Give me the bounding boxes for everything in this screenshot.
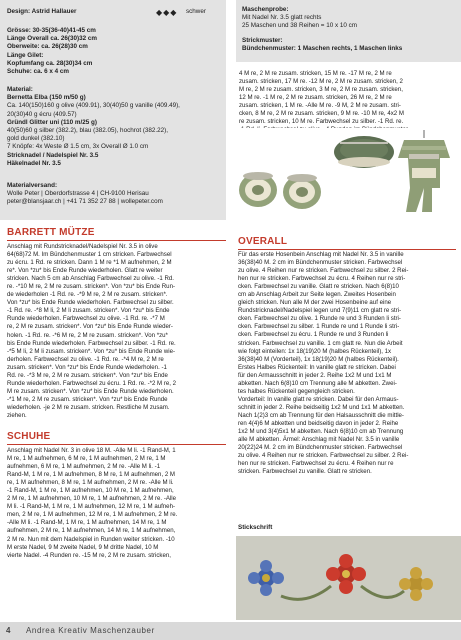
spec-laenge-gilet: Länge Gilet: [7, 51, 44, 59]
text-line: 2 M re, 1 M aufnehmen, 10 M re, 1 M aufnehmen, 2 M re. -Alle [7, 495, 177, 503]
versand-contact: peter@blansjaar.ch | +41 71 352 27 88 | wollepeter.com [7, 198, 163, 206]
stickschrift-heading: Stickschrift [238, 524, 273, 531]
material-line: Stricknadel / Nadelspiel Nr. 3.5 [7, 151, 99, 159]
text-line: Erstes Halbes Rückenteil: In vanille glatt re stricken. Dabei [238, 363, 396, 371]
text-line: für den Armausschnitt in jeder 2. Reihe 1x2 M und 1x1 M [238, 371, 392, 379]
material-line: Bernetta Elba (150 m/50 g) [7, 94, 86, 102]
material-line: gold dunkel (382.10) [7, 135, 65, 143]
text-line: tes halbes Rückenteil gegengleich stricken. [238, 387, 355, 395]
versand-heading: Materialversand: [7, 182, 58, 189]
text-line: hen nur re stricken. Farbwechsel zu écru. 4 Reihen nur re [238, 460, 394, 468]
text-line: aufnehmen, 2 M re, 1 M aufnehmen, 14 M re, 1 M aufnehmen, [7, 527, 176, 535]
text-line: re zusam. stricken, 10 M re. Farbwechsel zu silber. -1 Rd. re. [239, 118, 404, 126]
spec-schuhe: Schuhe: ca. 6 x 4 cm [7, 68, 69, 76]
text-line: abketten. Nach 6(8)10 cm Trennung alle M abketten. Zwei- [238, 379, 397, 387]
text-line: Vorderteil: In vanille glatt re stricken. Dabei für den Armaus- [238, 395, 399, 403]
knitted-shoe-left [239, 172, 277, 207]
maschenprobe-line: Mit Nadel Nr. 3.5 glatt rechts [242, 14, 322, 22]
text-line: cm ab Anschlag Arbeit zur Seite legen. Zweites Hosenbein [238, 291, 396, 299]
text-line: zusam. stricken, 1 M re. -Alle M re. -9 M, 2 M re zusam. stri- [239, 102, 401, 110]
text-line: Rundstricknadel/Nadelspiel legen und 7(9)11 cm glatt re stri- [238, 307, 402, 315]
text-line: -Alle M li. -1 Rand-M, 1 M re, 1 M aufnehmen, 14 M re, 1 M [7, 519, 167, 527]
text-line: Runde wiederholen. Farbwechsel zu écru. 1 Rd. re. -*2 M re, 2 [7, 379, 177, 387]
spec-laenge: Länge Overall ca. 26(30)32 cm [7, 35, 97, 43]
text-line: gleich stricken. Nun alle M der zwei Hosenbeine auf eine [238, 299, 392, 307]
text-line: 1x2 M und 3(4)5x1 M abketten. Nach 6(8)10 cm ab Trennung [238, 428, 404, 436]
text-line: zu écru. 1 Rd. re stricken. Dann 1 M re *1 M aufnehmen, 2 M [7, 259, 172, 267]
text-line: -*5 M li, 2 M li zusam. stricken*. Von *zu* bis Ende Runde wie- [7, 347, 175, 355]
text-line: M re zusam. stricken*. Von *zu* bis Ende Runde wiederholen. [7, 387, 174, 395]
page-number: 4 [6, 626, 11, 635]
text-line: cken, 8 M re, 2 M re zusam. stricken, 9 M re. -10 M re, 4x2 M [239, 110, 404, 118]
text-line: Rd. re. -*3 M re, 2 M re zusam. stricken*. Von *zu* bis Ende [7, 371, 168, 379]
text-line: stricken. Farbwechsel zu vanille. Glatt re stricken. [238, 468, 372, 476]
material-line: 20(30)40 g écru (409.57) [7, 110, 77, 118]
versand-block [7, 182, 222, 207]
text-line: Anschlag mit Nadel Nr. 3 in olive 18 M. -Alle M li. -1 Rand-M, 1 [7, 447, 176, 454]
text-line: -1 Rd. re. -*8 M li, 2 M li zusam. stricken*. Von *zu* bis Ende [7, 307, 170, 315]
section-divider [238, 249, 456, 250]
text-line: cken. Farbwechsel zu vanille. Glatt re stricken. Nach 6(8)10 [238, 283, 399, 291]
text-line: holen. -1 Rd. re. -*6 M re, 2 M re zusam. stricken*. Von *zu* [7, 331, 168, 339]
text-line: de wiederholen -1 Rd. re. -*9 M re, 2 M re zusam. stricken*. [7, 291, 168, 299]
text-line: M re, 2 M re zusam. stricken, 3 M re, 2 M re zusam. stricken, [239, 86, 403, 94]
maschenprobe-line: 25 Maschen und 38 Reihen = 10 x 10 cm [242, 22, 357, 30]
strickmuster-text: Bündchenmuster: 1 Maschen rechts, 1 Maschen links [242, 44, 403, 52]
versand-address: Wolle Peter | Oberdorfstrasse 4 | CH-9100 Herisau [7, 190, 149, 198]
material-line: Ca. 140(150)160 g olive (409.91), 30(40)50 g vanille (409.49), [7, 102, 180, 110]
text-line: re. -*10 M re, 2 M re zusam. stricken*. Von *zu* bis Ende Run- [7, 283, 175, 291]
text-line: 12 M re. -1 M re, 2 M re zusam. stricken, 26 M re, 2 M re [239, 94, 392, 102]
difficulty-label: schwer [186, 8, 206, 15]
text-line: re, 2 M re zusam. stricken*. Von *zu* bis Ende Runde wieder- [7, 323, 173, 331]
text-line: re*. Von *zu* bis Ende Runde wiederholen. Glatt re weiter [7, 267, 163, 275]
text-line: 36(38)40 M. 2 cm im Bündchenmuster stricken. Farbwechsel [238, 259, 403, 267]
footer-publication: Andrea Kreativ Maschenzauber [26, 626, 155, 635]
maschenprobe-block [242, 6, 456, 53]
text-line: zusam. stricken*. Von *zu* bis Ende Runde wiederholen. -1 [7, 363, 167, 371]
material-line: 40(50)60 g silber (382.2), blau (382.05), hochrot (382.22), [7, 127, 169, 135]
text-line: M erste Nadel, 9 M zweite Nadel, 9 M dritte Nadel, 10 M [7, 543, 159, 551]
section-title-schuhe: SCHUHE [7, 431, 51, 442]
text-line: schnitt in jeder 2. Reihe beidseitig 1x2 M und 1x1 M abketten. [238, 403, 405, 411]
design-credit: Design: Astrid Hallauer [7, 8, 77, 15]
section-title-overall: OVERALL [238, 236, 288, 247]
text-line: alle M abketten. Ärmel: Anschlag mit Nadel Nr. 3.5 in vanille [238, 436, 400, 444]
text-line: cken. Farbwechsel zu silber. 1 Runde re und 1 Runde li stri- [238, 323, 400, 331]
section-title-barrett: BARRETT MÜTZE [7, 227, 95, 238]
text-line: vierte Nadel. -4 Runden re. -15 M re, 2 M re zusam. stricken, [7, 551, 171, 559]
specs-list [7, 27, 97, 76]
product-photo [236, 128, 461, 220]
text-line: Von *zu* bis Ende Runde wiederholen. Farbwechsel zu silber. [7, 299, 174, 307]
text-line: wie folgt einteilen: 1x 18(19)20 M (halbes Rückenteil), 1x [238, 347, 392, 355]
text-line: wiederholen. -je 2 M re zusam. stricken. Restliche M zusam. [7, 403, 170, 411]
spec-groesse: Grösse: 30-35(36-40)41-45 cm [7, 27, 96, 34]
material-line: 7 Knöpfe: 4x Weste Ø 1.5 cm, 3x Overall Ø 1.0 cm [7, 143, 149, 151]
difficulty-diamonds-icon: ◆◆◆ [156, 8, 178, 17]
spec-oberweite: Oberweite: ca. 26(28)30 cm [7, 43, 88, 51]
text-line: -*1 M re, 2 M re zusam. stricken*. Von *zu* bis Ende Runde [7, 395, 168, 403]
section-divider [7, 240, 226, 241]
text-line: zusam. stricken, 17 M re. -12 M re, 2 M re zusam. stricken, 2 [239, 78, 403, 86]
text-line: Anschlag mit Rundstricknadel/Nadelspiel Nr. 3.5 in olive [7, 243, 158, 250]
text-line: 2 M re. Nun mit dem Nadelspiel in Runden weiter stricken. -10 [7, 535, 175, 543]
text-line: ren 4(4)6 M abketten und beidseitig davon in jeder 2. Reihe [238, 419, 399, 427]
knitted-shoe-right [283, 174, 321, 209]
text-line: zu olive. 4 Reihen nur re stricken. Farbwechsel zu silber. 2 Rei- [238, 452, 409, 460]
text-line: -1 Rand-M, 1 M re, 1 M aufnehmen, 10 M re, 1 M aufnehmen, [7, 487, 174, 495]
knitted-beret [334, 136, 394, 168]
material-line: Häkelnadel Nr. 3.5 [7, 159, 61, 167]
text-line: cken. Farbwechsel zu écru. 1 Runde re und 3 Runden li [238, 331, 389, 339]
text-line: 64(68)72 M. Im Bündchenmuster 1 cm stricken. Farbwechsel [7, 251, 172, 259]
barrett-instructions [7, 243, 226, 420]
text-line: re, 1 M aufnehmen, 8 M re, 1 M aufnehmen, 2 M re. -Alle M li. [7, 479, 174, 487]
text-line: ziehen. [7, 411, 27, 419]
text-line: Nach 1(2)3 cm ab Trennung für den Halsausschnitt die mittle- [238, 411, 404, 419]
strickmuster-heading: Strickmuster: [242, 36, 283, 44]
text-line: cken. Farbwechsel zu olive. 1 Runde re und 3 Runden li stri- [238, 315, 401, 323]
text-line: stricken. Nach 5 cm ab Anschlag Farbwechsel zu olive. -1 Rd. [7, 275, 174, 283]
text-line: men, 2 M re, 1 M aufnehmen, 12 M re, 1 M aufnehmen, 2 M re. [7, 511, 178, 519]
embroidery-photo [236, 536, 461, 620]
text-line: hen nur re stricken. Farbwechsel zu écru. 4 Reihen nur re stri- [238, 275, 406, 283]
text-line: Für das erste Hosenbein Anschlag mit Nadel Nr. 3.5 in vanille [238, 251, 404, 258]
text-line: derholen. Farbwechsel zu olive. -1 Rd. re. -*4 M re, 2 M re [7, 355, 164, 363]
text-line: 4 M re, 2 M re zusam. stricken, 15 M re. -17 M re, 2 M re [239, 70, 392, 77]
text-line: 20(22)24 M. 2 cm im Bündchenmuster stricken. Farbwechsel [238, 444, 403, 452]
overall-instructions [238, 251, 456, 476]
text-line: M re, 1 M aufnehmen, 6 M re, 1 M aufnehmen, 2 M re, 1 M [7, 455, 166, 463]
schuhe-instructions [7, 447, 226, 560]
text-line: Rand-M, 1 M re, 1 M aufnehmen, 8 M re, 1 M aufnehmen, 2 M [7, 471, 175, 479]
text-line: 36(38)40 M (Vorderteil), 1x 18(19)20 M (halbes Rückenteil). [238, 355, 399, 363]
text-line: zu olive. 4 Reihen nur re stricken. Farbwechsel zu silber. 2 Rei- [238, 267, 409, 275]
maschenprobe-heading: Maschenprobe: [242, 6, 289, 13]
material-block [7, 86, 222, 168]
text-line: bis Ende Runde wiederholen. Farbwechsel zu silber. -1 Rd. re. [7, 339, 176, 347]
text-line: Runde wiederholen. Farbwechsel zu olive. -1 Rd. re. -*7 M [7, 315, 165, 323]
material-heading: Material: [7, 86, 33, 93]
text-line: M li. -1 Rand-M, 1 M re, 1 M aufnehmen, 12 M re, 1 M aufneh- [7, 503, 175, 511]
text-line: aufnehmen, 6 M re, 1 M aufnehmen, 2 M re. -Alle M li. -1 [7, 463, 161, 471]
text-line: stricken. Farbwechsel zu vanille. 1 cm glatt re. Nun die Arbeit [238, 339, 403, 347]
section-divider [7, 444, 226, 445]
material-line: Gründl Glitter uni (110 m/25 g) [7, 118, 97, 126]
spec-kopfumfang: Kopfumfang ca. 28(30)34 cm [7, 59, 93, 67]
